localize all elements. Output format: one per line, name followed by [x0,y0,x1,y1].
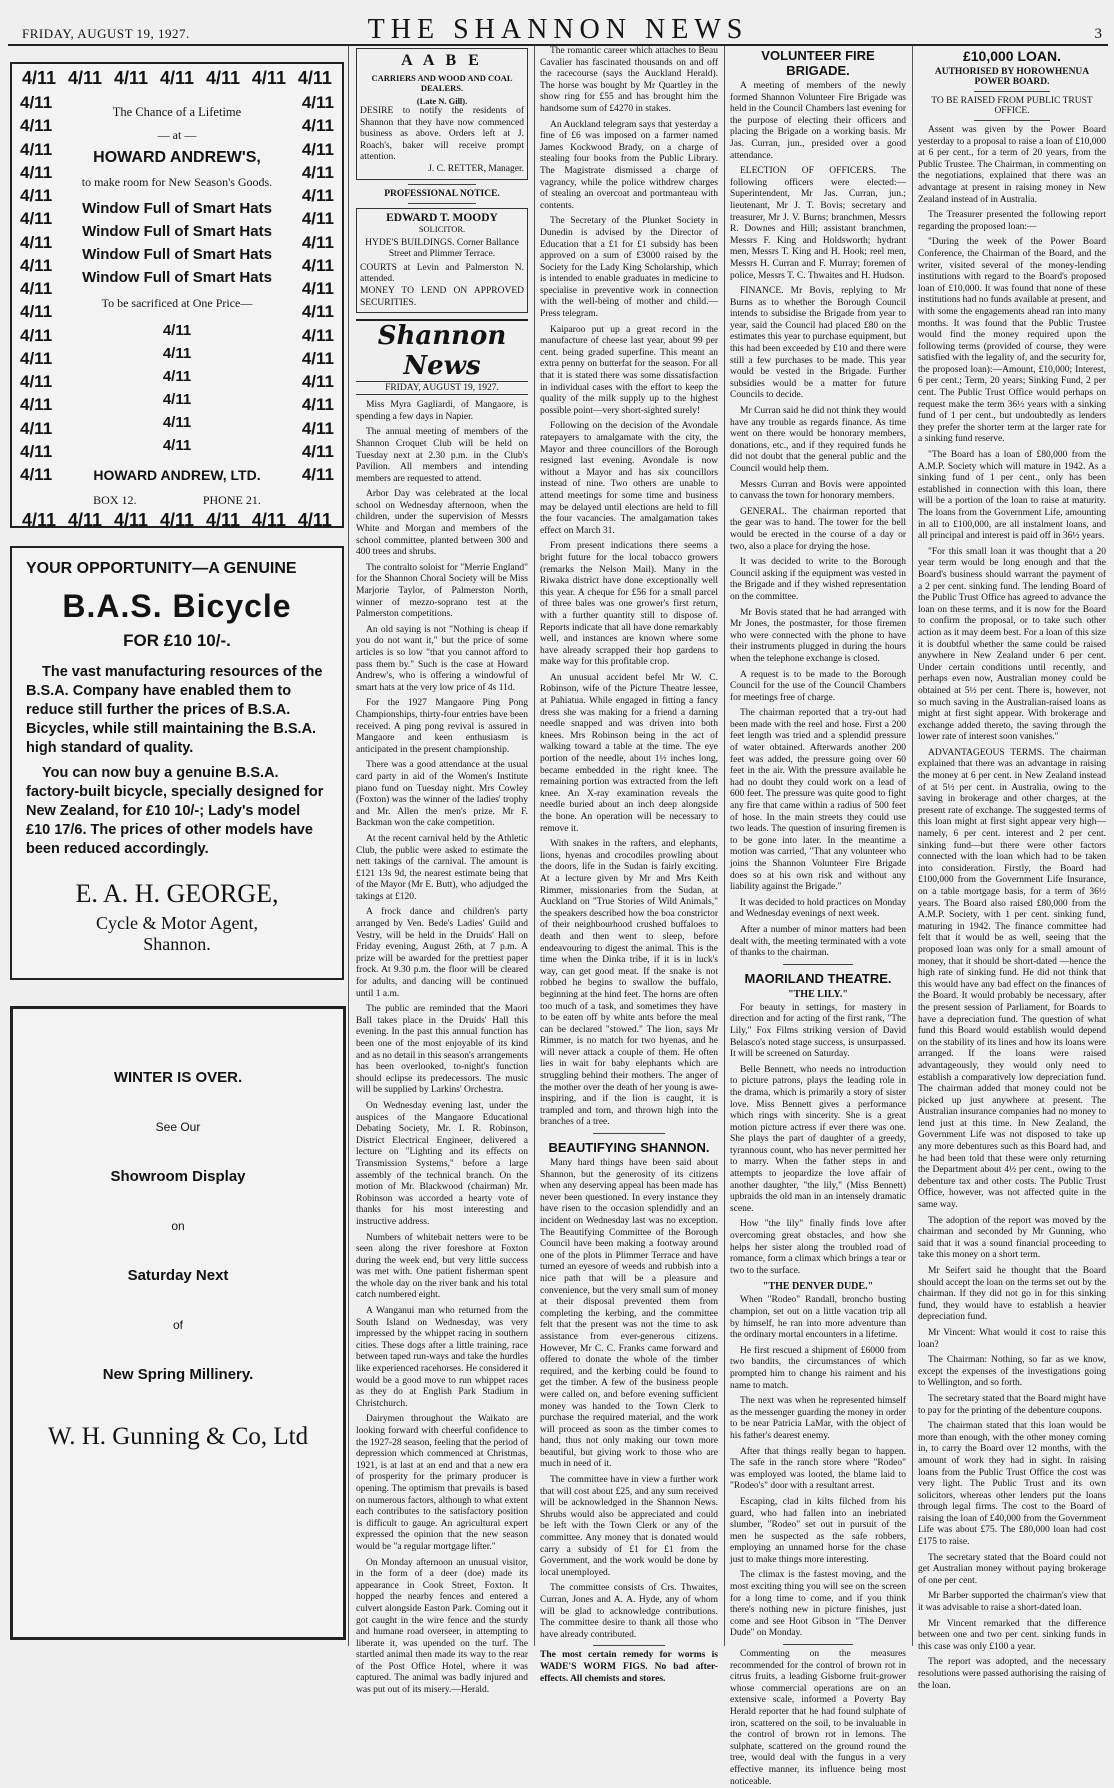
column-rule [534,46,535,1646]
ad-body: You can now buy a genuine B.S.A. factory-built bicycle, specially designed for New Zealand, for £10 10/-; Lady's model £10 17/6. The prices of other models have been reduced accordingly. [26,765,324,857]
fire-brigade-heading: VOLUNTEER FIRE BRIGADE. [761,48,875,78]
price-row: 4/11 4/11 4/11 4/11 4/11 4/11 4/11 [22,510,332,530]
ad-bsa-bicycle [10,546,344,980]
paper-nameplate: Shannon News [377,321,507,382]
column-2 [356,46,529,1696]
ad-headline: YOUR OPPORTUNITY—A GENUINE [26,560,297,577]
denver-dude-heading: "THE DENVER DUDE." [762,1281,874,1293]
dealer-name: E. A. H. GEORGE, [75,879,279,908]
phone-number: PHONE 21. [202,493,261,507]
loan-heading: £10,000 LOAN. [962,48,1062,64]
paper-date: FRIDAY, AUGUST 19, 1927. [356,381,528,395]
dealer-role: Cycle & Motor Agent, [96,913,258,933]
newspaper-title: THE SHANNON NEWS [367,14,749,45]
ad-body: The vast manufacturing resources of the B.S.A. Company have enabled them to reduce still further the prices of B.S.A. Bicycles, while still maintaining the B.S.A. high standard of quality. [26,664,323,756]
wade-notice: The most certain remedy for worms is WADE'S WORM FIGS. No bad after-effects. All chemists and stores. [540,1650,718,1684]
news-paragraphs: Miss Myra Gagliardi, of Mangaore, is spending a few days in Napier. The annual meeting of members of the Shannon Croquet Club will be held on Tuesday next at 2.30 p.m. in the Club's Pavilion. All members and intending members are requested to attend. Arbor Day was celebrated at the local school on Wednesday afternoon, when the children, under the supervision of Messrs White and Morgan and members of the school committee, planted between 300 and 400 trees and shrubs. The contralto soloist for "Merrie England" for the Shannon Choral Society will be Miss Marjorie Taylor, of Palmerston North, winner of mezzo-soprano test at the Palmerston competitions. An old saying is not "Nothing is cheap if you do not want it," but the price of some articles is so low "that you cannot afford to pass them by." Such is the case at Howard Andrew's, who is offering a windowful of smart hats at the very low price of 4s 11d. For the 1927 Mangaore Ping Pong Championships, thirty-four entries have been received. A ping pong revival is assured in Mangaore and keen enthusiasm is anticipated in the present championship. There was a good attendance at the usual card party in aid of the Women's Institute piano fund on Tuesday night. Mrs Cowley (Foxton) was the winner of the ladies' trophy and Mr. Allen the men's prize. Mr F. Backman won the cake competition. At the recent carnival held by the Athletic Club, the public were asked to estimate the nett takings of the carnival. The amount is £121 13s 9d, the nearest estimate being that of the Mayor (Mr E. Butt), who adjudged the takings at £120. A frock dance and children's party arranged by Ven. Bede's Ladies' Guild and Vestry, will be held in the Druids' Hall on Friday evening, August 26th, at 7 p.m. A prize will be awarded for the prettiest paper frock. At 9.30 p.m. the floor will be cleared for adults, and dancing will be continued until 1 a.m. The public are reminded that the Maori Ball takes place in the Druids' Hall this evening. In the past this annual function has been one of the most enjoyable of its kind and as no detail in this season's arrangements has been overlooked, to-night's function should eclipse its predecessors. The music will be supplied by Larkins' Orchestra. On Wednesday evening last, under the auspices of the Mangaore Educational Debating Society, Mr. I. R. Robinson, District Electrical Engineer, delivered a lecture on "Lighting and its effects on Transmission Systems," before a large assembly of the technical branch. On the motion of Mr. Blackwood (chairman) Mr. Robinson was accorded a hearty vote of thanks for his most interesting and instructive address. Numbers of whitebait netters were to be seen along the river foreshore at Foxton during the week end, but very little success was met with. One patient fisherman spent the whole day on the river bank and his total catch numbered eight. A Wanganui man who returned from the South Island on Wednesday, was very impressed by the whippet racing in southern cities. These dogs after a little training, race between taped run-ways and take the hurdles like experienced racehorses. He considered it would be a good move to run whippet races as they do at English Park Stadium in Christchurch. Dairymen throughout the Waikato are looking forward with cheerful confidence to the 1927-28 season, feeling that the period of depression which commenced at Christmas, 1921, is at last at an end and that a new era of prosperity for the primary producer is opening. The optimism that prevails is based on numerous factors, although to what extent each contributes to the satisfactory position is difficult to gauge. An agricultural expert expressed the opinion that the new season would be "a regular mortgage lifter." On Monday afternoon an unusual visitor, in the form of a deer (doe) made its appearance in Cook Street, Foxton. It hopped the nearby fences and entered a culvert alongside Easton Park. Coming out it got caught in the wire fence and the sturdy and humane road overseer, in attempting to liberate it, was upended on the turf. The startled animal then made its way to the rear of the Post Office Hotel, where it was captured. The animal was badly injured and was put out of its misery.—Herald. [356,400,529,1696]
price-side-right: 4/11 4/11 4/11 4/11 4/11 4/11 4/11 4/11 4/11 4/11 4/11 4/11 4/11 4/11 4/11 4/11 4/11 [301,93,334,484]
dealer-town: Shannon. [143,934,211,954]
ad-moody: EDWARD T. MOODY SOLICITOR. HYDE'S BUILDINGS. Corner Ballance Street and Plimmer Terrace. COURTS at Levin and Palmerston N. attended. MONEY TO LEND ON APPROVED SECURITIES. [356,208,528,314]
ad-firm-name: W. H. Gunning & Co, Ltd [47,1423,309,1450]
column-4 [730,46,906,1787]
ad-aabe: A A B E CARRIERS AND WOOD AND COAL DEALERS. (Late N. Gill). DESIRE to notify the residents of Shannon that they have now commenced business as above. Orders left at J. Roach's, baker will receive prompt attention. J. C. RETTER, Manager. [356,48,528,180]
box-number: BOX 12. [93,493,137,507]
price-side-left: 4/11 4/11 4/11 4/11 4/11 4/11 4/11 4/11 4/11 4/11 4/11 4/11 4/11 4/11 4/11 4/11 4/11 [20,93,53,484]
masthead [8,6,1108,46]
ad-howard-andrew [10,62,344,528]
column-5 [918,46,1106,1691]
brown-rot-paragraph: Commenting on the measures recommended for the control of brown rot in citrus fruits, a leading Gisborne fruit-grower whose commercial operations are on an extensive scale, informed a Poverty Bay Herald reporter that he had found sulphate of iron, scattered on the soil, to be invaluable in the control of brown rot in lemons. The sulphate, scattered on the ground round the tree, would deal with the fungus in a very effective manner, its influence being most noticeable. [730,1649,906,1787]
price-row: 4/11 4/11 4/11 4/11 4/11 4/11 4/11 [22,68,332,88]
lily-review: For beauty in settings, for mastery in direction and for acting of the first rank, "The Lily," Fox Films striking version of David Belasco's noted stage success, is unsurpassed. It will be screened on Saturday. Belle Bennett, who needs no introduction to picture patrons, plays the leading role in the drama, which is primarily a story of sister love. Miss Bennett gives a performance which rings with sincerity. She is a great motion picture actress if ever there was one. She plays the part of daughter of a greedy, tyrannous count, who has never permitted her to marry. When the father steps in and attempts to jeopardize the love affair of another daughter, "the lily," (Miss Bennett) upbraids the old man in an intensely dramatic scene. How "the lily" finally finds love after overcoming great obstacles, and how she helps her sister along the troubled road of romance, form a climax which brings a tear or two to the surface. [730,1002,906,1276]
loan-article: Assent was given by the Power Board yesterday to a proposal to raise a loan of £10,000 at 6 per cent., for a term of 20 years, from the Public Trustee. The Chairman, in commenting on the negotiations, explained that there was an advantage at present in raising money in New Zealand instead of in Australia. The Treasurer presented the following report regarding the proposed loan:— "During the week of the Power Board Conference, the Chairman of the Board, and the writer, visited several of the money-lending institutions with regard to the Board's proposed loan of £10,000. It was found that none of these institutions had no funds available at present, and with some the engagements ahead ran into many months. It was found that the Public Trustee would find the money required upon the following terms (provided of course, they were satisfied with the legality of, and the security for, the proposed loan):—Amount, £10,000; Interest, 6 per cent.; Term, 20 years; Sinking Fund, 2 per cent. The Public Trust Office would perhaps on request make the term 36½ years with a sinking fund of 1 per cent., but undoubtedly as lenders they prefer the shorter term at the larger rate for a sinking fund reserve. "The Board has a loan of £80,000 from the A.M.P. Society which will mature in 1942. As a sinking fund of 1 per cent., only has been established in connection with this loan, there will be a portion of the loan to raise at maturity. The loans from the Government Life, amounting in all to £100,000, are all instalment loans, and all principal and interest is paid off in 36½ years. "For this small loan it was thought that a 20 year term would be long enough and that the Board's business should warrant the payment of a 2 per cent. sinking fund. The lending Board of the Public Trust Office has agreed to advance the loan on these terms, and it is now for the Board to confirm the proposal, or to take such other action as it may deem best. For a loan of this size it is doubtful whether the same could be raised anywhere in New Zealand under 6 per cent. Under certain conditions until recently, and perhaps even now, Australian money could be obtained at 5½ per cent. There is, however, not so much saving in the Australian-raised loans as might at first sight appear. With brokerage and exchange added thereto, the saving through the lower rate of interest soon vanishes." ADVANTAGEOUS TERMS. The chairman explained that there was an advantage in raising the money at 6 per cent. in New Zealand instead of at 5½ per cent. in Australia, owing to the saving in brokerage and other charges, at the present rate of exchange. The suggested terms of this loan might at first sight appear very high—namely, 6 per cent. interest and 2 per cent. sinking fund—but there were other factors connected with the loan which had to be taken into consideration. Firstly, the Board had £100,000 from the Government Life Insurance, on a table mortgage basis, for a term of 36½ years. The Board also raised £80,000 from the A.M.P. Society, with 1 per cent. sinking fund, maturing in 1942. The finance committee had felt that it would be as well, seeing that the proposed loan was only for a small amount of money, that it should be short-dated —hence the high rate of sinking fund. He did not think that this would have any bad effect on the finances of the Board. It would probably be necessary, after the present session of Parliament, for Boards to have a depreciation fund. The question of what fund this Board would establish would depend on the stability of its lines and how its loans were arranged. If the loans were raised advantageously, they would only need to establish a comparatively low depreciation fund. The chairman added that money could not be picked up just anywhere at present. The Australian insurance companies had no money to lend just at this time. In New Zealand, the Government Life was not disposed to take up any more debentures such as this Board had, and he had been told that these were only returning the Department about 4½ per cent., owing to the debenture tax and other costs. The Public Trust Office, however, was not affected quite in the same way. The adoption of the report was moved by the chairman and seconded by Mr Gunning, who said that it was a sound financial proceeding to take this money on a short term. Mr Seifert said he thought that the Board should accept the loan on the terms set out by the chairman. If they did not go in for this sinking fund, they would have to establish a heavier depreciation fund. Mr Vincent: What would it cost to raise this loan? The Chairman: Nothing, so far as we know, except the expenses of the investigations going to Wellington, and so forth. The secretary stated that the Board might have to pay for the printing of the debenture coupons. The chairman stated that this loan would be more than enough, with the other money coming in, to carry the Board over 12 months, with the amount of work they had in sight. In raising loans from the Public Trust Office the cost was very light. The Public Trust and its own solicitors, whereas other lenders put the loans through legal firms. The cost to the Board of raising the loan of £40,000 from the Government Life was about £75. The £80,000 loan had cost £175 to raise. The secretary stated that the Board could not get Australian money without paying brokerage of one per cent. Mr Barber supported the chairman's view that it was advisable to raise a short-dated loan. Mr Vincent remarked that the difference between one and two per cent. sinking funds in this case was only £100 a year. The report was adopted, and the necessary resolutions were passed authorising the raising of the loan. [918,125,1106,1691]
denver-dude-review: When "Rodeo" Randall, broncho busting champion, set out on a little vacation trip all by himself, he ran into more adventure than the ordinary mortal encounters in a lifetime. He first rescued a shipment of £6000 from two bandits, the circumstances of which prompted him to change his raiment and his name to match. The next was when he represented himself as the messenger guarding the money in order to be near Patricia LaMar, with the object of his father's dearest enemy. After that things really began to happen. The safe in the ranch store where "Rodeo" was employed was looted, the blame laid to "Rodeo's" door with a resultant arrest. Escaping, clad in kilts filched from his guard, who had fallen into an inebriated slumber, "Rodeo" set out in pursuit of the men he suspected as the safe robbers, employing an unnamed horse for the chase just to make things more interesting. The climax is the fastest moving, and the most exciting thing you will see on the screen for a long time to come, and if you think there's nothing new in picture finishes, just come and see Hoot Gibson in "The Denver Dude" on Monday. [730,1295,906,1639]
beautifying-heading: BEAUTIFYING SHANNON. [548,1140,710,1156]
ad-firm-name: HOWARD ANDREW, LTD. [93,467,261,483]
loan-subheading-2: TO BE RAISED FROM PUBLIC TRUST OFFICE. [931,96,1093,116]
news-paragraphs: The romantic career which attaches to Beau Cavalier has fascinated thousands on and off the racecourse (says the Auckland Herald). The horse was bought by Mr Quartley in the show ring for £55 and has brought him the handsome sum of £4270 in stakes. An Auckland telegram says that yesterday a fine of £6 was imposed on a farmer named James Kockwood Brady, on a charge of stealing four books from the Public Library. The Magistrate dismissed a charge of vagrancy, while the police withdrew charges of stealing an overcoat and portmanteau with contents. The Secretary of the Plunket Society in Dunedin is advised by the Director of Education that a £1 for £1 subsidy has been approved on a sum of £3000 raised by the Society for the Lady King Scholarship, which is intended to enable graduates in medicine to specialise in preventive work in connection with the well-being of mother and child.—Press telegram. Kaiparoo put up a great record in the manufacture of cheese last year, about 99 per cent. being graded superfine. This meant an extra penny on butterfat for the season. For all that it is stated there was some dissatisfaction in individual cases with the effort to keep the quality of the milk supply up to the highest possible point—very short-sighted surely! Following on the decision of the Avondale ratepayers to amalgamate with the city, the Mayor and three councillors of the Borough resigned last evening. Avondale is now without a Mayor and has six councillors instead of nine. Two others are unable to attend meetings for some time and business may be delayed until elections are held to fill the four vacancies. The amalgamation takes effect on March 31. From present indications there seems a bright future for the local tobacco growers (remarks the Nelson Mail). Many in the Riwaka district have done exceptionally well this year. A cheque for £56 for a small parcel of three bales was one grower's first return, with a further quantity still to dispose of. Reports indicate that all have done remarkably well, and instances are known where some have already scrapped their hop gardens to make way for this profitable crop. An unusual accident befel Mr W. C. Robinson, wife of the Picture Theatre lessee, at Pahiatua. While engaged in fitting a fancy dress she was making for a friend a darning needle snapped and was driven into both knees. Mrs Robinson being in the act of walking toward a table at the time. The eye portion of the needle, about 1½ inches long, became embedded in the right knee. The remaining portion was extracted from the left knee. An X-ray examination reveals the needle buried about an inch deep alongside the bone. An operation will be necessary to remove it. With snakes in the rafters, and elephants, lions, hyenas and crocodiles prowling about the doors, life in the Sudan is fairly exciting. At a lecture given by Mr and Mrs Keith Rimmer, missionaries from the Sudan, at Auckland on "True Stories of Wild Animals," the speakers described how the boa constrictor of their neighbourhood crushed buffaloes to death and then went to sleep, before endeavouring to digest the animal. This is the time when the Dinka tribe, if it is in luck's way, can get good meat. If the snake is not robbed he begins to swallow the buffalo, beginning at the hind feet. The horns are often too much of a task, and sometimes they have to be eaten off by white ants before the meal can be declared "stowed." The lion, says Mr Rimmer, is no match for two hyenas, and he will never attack a couple of them. He often lies in wait for baby elephants which are struggling behind their mothers. The anger of the mother over the death of her young is awe-inspiring, and if the lion is caught, it is trampled and torn, and thrown high into the branches of a tree. [540,46,718,1128]
column-rule [348,46,349,1646]
theatre-heading: MAORILAND THEATRE. [744,970,892,986]
beautifying-article: Many hard things have been said about Shannon, but the generosity of its citizens when any deserving appeal has been made has never been questioned. In every instance they have risen to the occasion splendidly and an incident on Wednesday last was no exception. The Beautifying Committee of the Borough Council have been making a footway around one of the plots in Plimmer Terrace and have turned an eyesore of weeds and rubbish into a nice path that will be a pleasure and convenience, but the very small sum of money at their disposal prevented them from completing the kerbing, and the committee felt that the present was not the time to ask assistance from ever-generous citizens. However, Mr C. C. Franks came forward and offered to donate the whole of the timber required, and the kerbing could be found to get the timber. A few of the business people were called on, and before evening sufficient money was handed to the Town Clerk to purchase the required material, and the work will proceed as soon as the timber comes to hand, thus not only making our town more beautiful, but giving work to those who are much in need of it. The committee have in view a further work that will cost about £25, and any sum received will be acknowledged in the Shannon News. Shrubs would also be appreciated and could be left with the Town Clerk or any of the committee. Any money that is donated would carry a subsidy of £1 for £1 from the Government, and the work would be done by local unemployed. The committee consists of Crs. Thwaites, Curran, Jones and A. A. Hyde, any of whom will be glad to acknowledge contributions. The committee desire to thank all those who have already contributed. [540,1158,718,1640]
issue-date: FRIDAY, AUGUST 19, 1927. [22,26,190,41]
ad-gunning: WINTER IS OVER. See Our Showroom Display on Saturday Next of New Spring Millinery. W. H. Gunning & Co, Ltd [10,1006,346,1640]
ad-firm-heading: HOWARD ANDREW'S, [93,149,261,166]
lily-heading: "THE LILY." [788,988,848,1000]
ad-price: FOR £10 10/-. [123,631,231,650]
column-3 [540,46,718,1684]
professional-notice-heading: PROFESSIONAL NOTICE. [384,188,500,199]
ad-product: B.A.S. Bicycle [62,588,292,624]
loan-subheading: AUTHORISED BY HOROWHENUA POWER BOARD. [934,67,1090,87]
column-rule [724,46,725,1646]
ad-body: The Chance of a Lifetime — at — HOWARD ANDREW'S, to make room for New Season's Goods. Window Full of Smart Hats Window Full of Smart Hats Window Full of Smart Hats Window Full of Smart Hats To be sacrificed at One Price— 4/11 4/11 4/11 4/11 4/11 4/11 HOWARD ANDREW, LTD. BOX 12. PHONE 21. [60,93,294,508]
column-rule [912,46,913,1646]
page-number: 3 [1094,26,1102,42]
fire-brigade-article: A meeting of members of the newly formed Shannon Volunteer Fire Brigade was held in the Council Chambers last evening for the purpose of electing their officers and placing the Brigade on a working basis. Mr Jas. Curran, jun., presided over a good attendance. ELECTION OF OFFICERS. The following officers were elected:—Superintendent, Mr Jas. Curran, jun.; lieutenant, Mr J. T. Bovis; secretary and treasurer, Mr J. V. Burns; branchmen, Messrs R. Downes and Hill; assistant branchmen, Messrs F. King and Holdsworth; hydrant men, Messrs T. King and H. Hook; reel men, Messrs H. Curran and F. Murray; foremen of police, Messrs T. C. Thwaites and H. Hudson. FINANCE. Mr Bovis, replying to Mr Burns as to whether the Borough Council intends to subsidise the Brigade from year to year, said the Council had placed £80 on the estimates this year to purchase equipment, but this had been exceeded by £10 and there were still a few purchases to be made. This year would be vested in the Brigade. Further subsidies would be a matter for future Councils to decide. Mr Curran said he did not think they would have any trouble as regards finance. As time went on there would be honorary members, donations, etc., and if they required funds he did not doubt that the general public and the Council would help them. Messrs Curran and Bovis were appointed to canvass the town for honorary members. GENERAL. The chairman reported that the gear was to hand. The tower for the bell would be erected in the course of a day or two, also a place for drying the hose. It was decided to write to the Borough Council asking if the equipment was vested in the Brigade and if they wished representation on the committee. Mr Bovis stated that he had arranged with Mr Jones, the postmaster, for those firemen who were connected with the phone to have their instruments plugged in during the hours when the telephone exchange is closed. A request is to be made to the Borough Council for the use of the Council Chambers for meetings free of charge. The chairman reported that a try-out had been made with the reel and hose. First a 200 feet length was tried and a splendid pressure of water obtained. Afterwards another 200 feet was added, the pressure going over 60 feet in the air. With the pressure available he had no doubt they could work on a lead of 600 feet. The pressure was quite good to fight any fire that came within a radius of 500 feet of hose. In the main streets they could use two leads. The question of insuring firemen is to be gone into later. In the meantime a motion was carried, "That any volunteer who joins the Shannon Volunteer Fire Brigade does so at his own risk and without any liability against the Brigade." It was decided to hold practices on Monday and Wednesday evenings of next week. After a number of minor matters had been dealt with, the meeting terminated with a vote of thanks to the chairman. [730,81,906,959]
